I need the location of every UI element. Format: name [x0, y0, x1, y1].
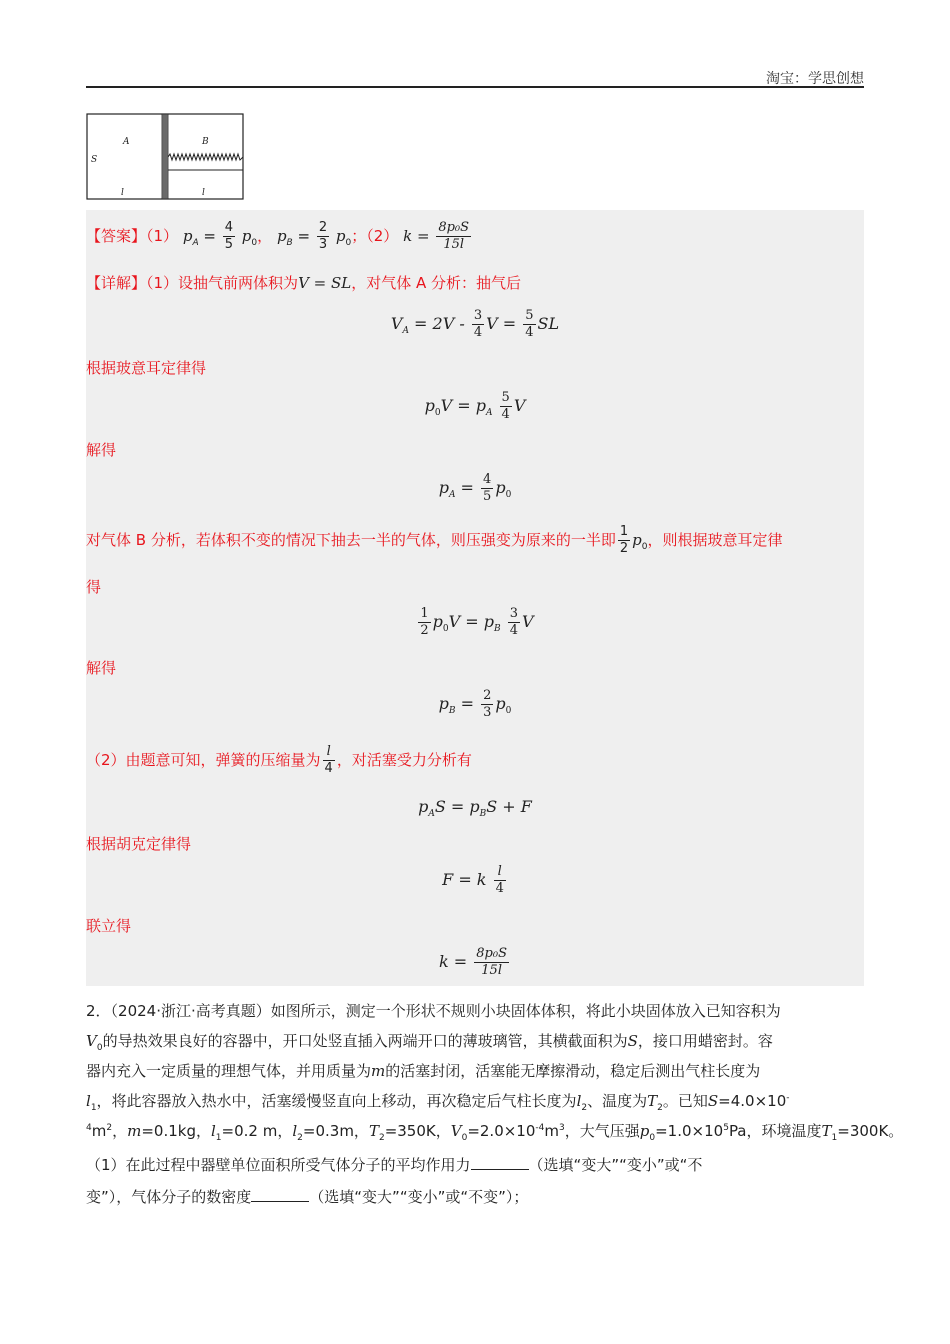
- equation-pb: $p_B$ = $\frac{2}{3}$ $p_0$: [438, 688, 512, 720]
- blank-2[interactable]: [251, 1187, 309, 1202]
- gas-b-analysis-end: 得: [86, 578, 102, 596]
- equation-boyle-b: $\frac{1}{2}$ $p_0V = p_B$ $\frac{3}{4}$ V: [420, 606, 534, 638]
- answer-line: 【答案】（1） $p_A$ = $\frac{4}{5}$ $p_0$， $p_B$ = $\frac{2}{3}$ $p_0$；（2） k = $\frac{\text{8p₀S}}{15l}$: [86, 220, 470, 252]
- label-l-right: l: [202, 188, 205, 198]
- question-sub1-line-1: （1）在此过程中器壁单位面积所受气体分子的平均作用力 （选填“变大”“变小”或“不: [86, 1156, 703, 1174]
- question-line-4: $l_1$，将此容器放入热水中，活塞缓慢竖直向上移动，再次稳定后气柱长度为$l_2$、温度为$T_2$。已知S=4.0×10-: [86, 1092, 790, 1113]
- answer-pa-frac: $\frac{4}{5}$: [224, 220, 234, 252]
- detail-intro: 【详解】（1）设抽气前两体积为V = SL，对气体 A 分析：抽气后: [86, 274, 522, 292]
- part2-analysis: （2）由题意可知，弹簧的压缩量为 $\frac{l}{4}$ ，对活塞受力分析有: [86, 744, 472, 776]
- equation-hooke: F = k $\frac{l}{4}$: [442, 864, 504, 896]
- combine: 联立得: [86, 917, 132, 935]
- piston: [162, 114, 168, 199]
- equation-pa: $p_A$ = $\frac{4}{5}$ $p_0$: [438, 472, 512, 504]
- answer-pb-frac: $\frac{2}{3}$: [318, 220, 328, 252]
- blank-1[interactable]: [471, 1155, 529, 1170]
- gas-b-analysis: 对气体 B 分析，若体积不变的情况下抽去一半的气体，则压强变为原来的一半即 $\frac{1}{2}$ $p_0$，则根据玻意耳定律: [86, 524, 783, 556]
- answer-k-frac: $\frac{\text{8p₀S}}{15l}$: [438, 220, 470, 252]
- detail-tag: 【详解】: [86, 274, 147, 292]
- label-l-left: l: [121, 188, 124, 198]
- label-s: S: [91, 155, 98, 165]
- question-line-5: $^4m^2$，m=0.1kg，$l_1=0.2$ m，$l_2=0.3m$，$T_2=350K$，$V_0=2.0\times 10^{-4}m^3$，大气压强$p_0=1.0\times 10^5Pa$，环境温度$T_1=300K$。: [86, 1122, 904, 1143]
- label-b: B: [202, 137, 209, 147]
- cylinder-diagram: [86, 113, 246, 201]
- boyle-law-1: 根据玻意耳定律得: [86, 359, 207, 377]
- question-line-2: $V_0$的导热效果良好的容器中，开口处竖直插入两端开口的薄玻璃管，其横截面积为S，接口用蜡密封。容: [86, 1032, 773, 1053]
- solve-2: 解得: [86, 659, 117, 677]
- equation-force-balance: $p_AS = p_BS + F$: [418, 797, 532, 820]
- question-sub1-line-2: 变”），气体分子的数密度 （选填“变大”“变小”或“不变”）；: [86, 1188, 529, 1206]
- header-rule: [86, 86, 864, 88]
- equation-va: $V_A = 2V$ - $\frac{3}{4}$ V = $\frac{5}{4}$ SL: [390, 308, 560, 340]
- hooke-law: 根据胡克定律得: [86, 835, 192, 853]
- solve-1: 解得: [86, 441, 117, 459]
- label-a: A: [123, 137, 130, 147]
- equation-k: k = $\frac{\text{8p₀S}}{15l}$: [439, 946, 507, 978]
- header-source: 淘宝：学思创想: [766, 71, 864, 87]
- answer-tag: 【答案】: [86, 227, 147, 245]
- question-line-1: 2．（2024·浙江·高考真题）如图所示，测定一个形状不规则小块固体体积，将此小块固体放入已知容积为: [86, 1002, 781, 1020]
- question-line-3: 器内充入一定质量的理想气体，并用质量为m的活塞封闭，活塞能无摩擦滑动，稳定后测出气柱长度为: [86, 1062, 761, 1080]
- equation-boyle-a: $p_0V = p_A$ $\frac{5}{4}$ V: [424, 390, 526, 422]
